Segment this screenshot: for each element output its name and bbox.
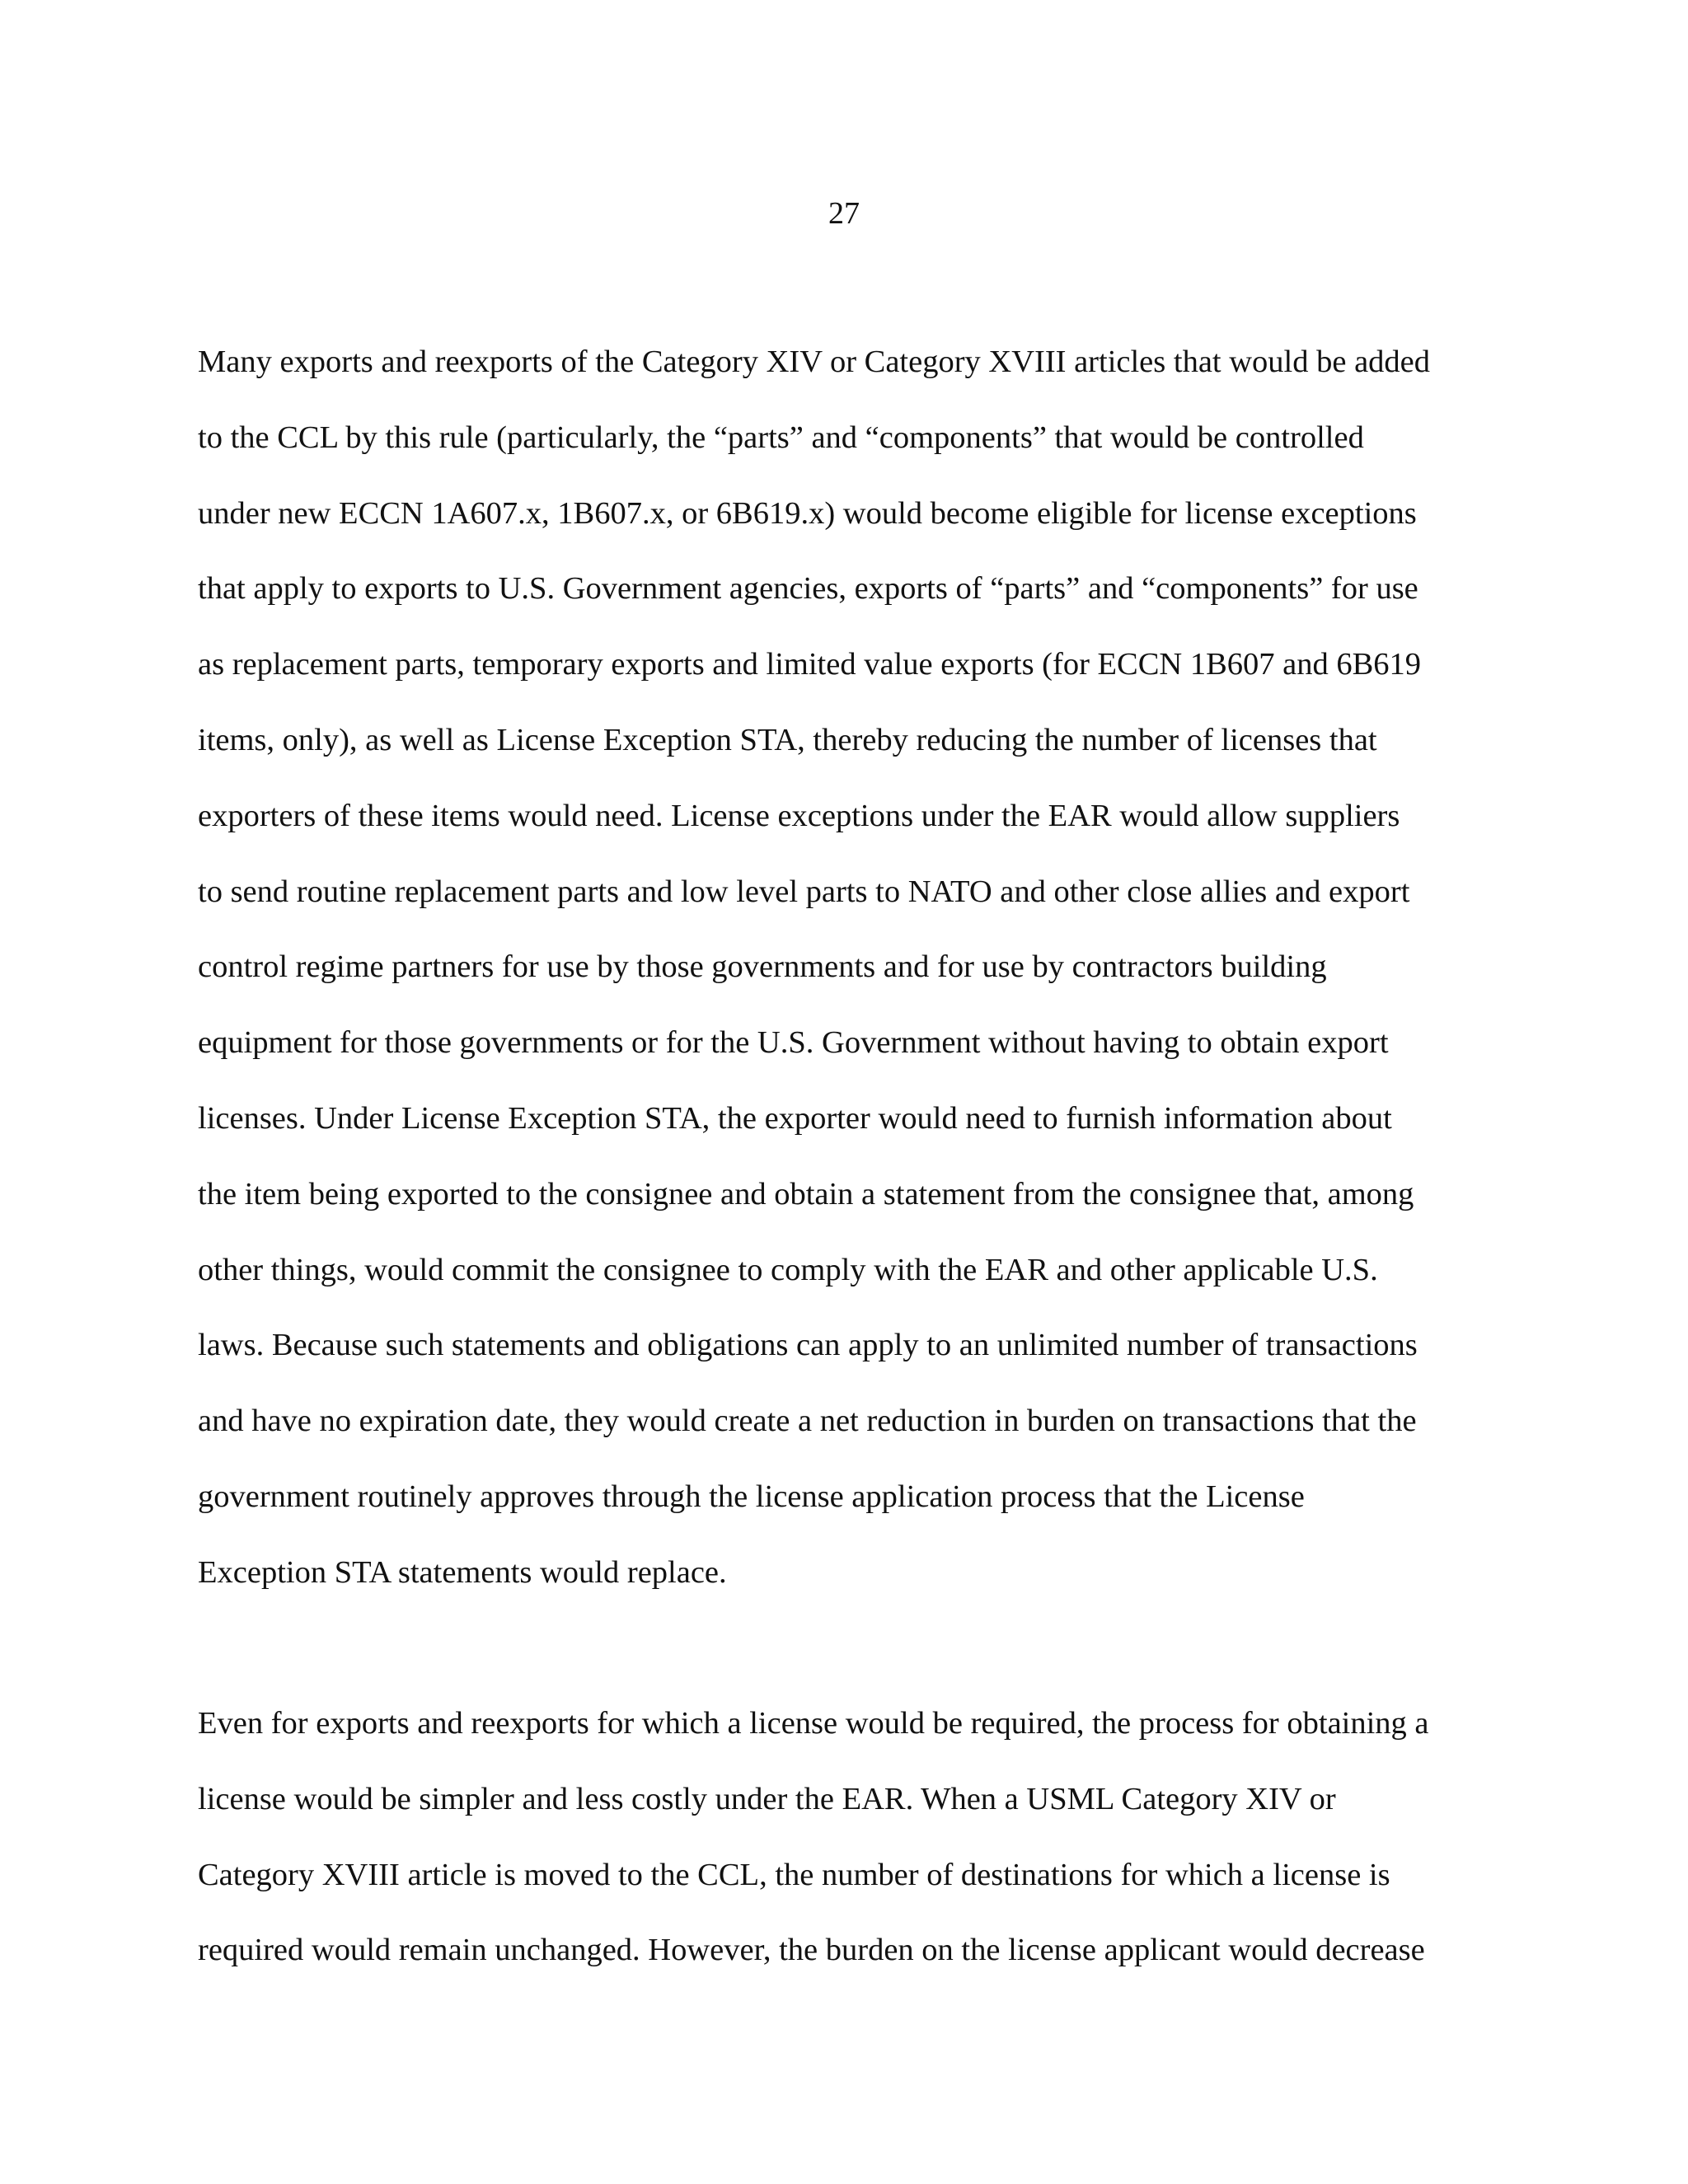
text-line: as replacement parts, temporary exports and limited value exports (for ECCN 1B607 and 6B619 bbox=[198, 647, 1422, 682]
text-line: Many exports and reexports of the Category XIV or Category XVIII articles that would be added bbox=[198, 344, 1430, 379]
text-line: other things, would commit the consignee to comply with the EAR and other applicable U.S. bbox=[198, 1252, 1378, 1287]
text-line: to send routine replacement parts and low level parts to NATO and other close allies and export bbox=[198, 874, 1410, 909]
text-line: and have no expiration date, they would create a net reduction in burden on transactions that the bbox=[198, 1404, 1417, 1439]
text-line: under new ECCN 1A607.x, 1B607.x, or 6B619.x) would become eligible for license exceptions bbox=[198, 495, 1417, 531]
text-line: the item being exported to the consignee and obtain a statement from the consignee that, among bbox=[198, 1176, 1414, 1212]
text-line: that apply to exports to U.S. Government agencies, exports of “parts” and “components” for use bbox=[198, 571, 1418, 607]
paragraph-1 bbox=[198, 342, 1517, 1629]
page-number: 27 bbox=[828, 196, 860, 231]
text-line: Exception STA statements would replace. bbox=[198, 1554, 727, 1590]
text-line: items, only), as well as License Exception STA, thereby reducing the number of licenses that bbox=[198, 722, 1377, 757]
text-line: government routinely approves through the license application process that the License bbox=[198, 1479, 1305, 1514]
text-line: to the CCL by this rule (particularly, the “parts” and “components” that would be controlled bbox=[198, 419, 1364, 455]
text-line: license would be simpler and less costly under the EAR. When a USML Category XIV or bbox=[198, 1781, 1336, 1816]
text-line: licenses. Under License Exception STA, the exporter would need to furnish information about bbox=[198, 1100, 1392, 1136]
paragraph-2 bbox=[198, 1704, 1517, 2006]
text-line: laws. Because such statements and obligations can apply to an unlimited number of transactions bbox=[198, 1328, 1418, 1363]
text-line: Even for exports and reexports for which a license would be required, the process for obtaining a bbox=[198, 1706, 1429, 1741]
text-line: equipment for those governments or for the U.S. Government without having to obtain export bbox=[198, 1025, 1389, 1061]
text-line: control regime partners for use by those governments and for use by contractors building bbox=[198, 949, 1327, 985]
text-line: exporters of these items would need. License exceptions under the EAR would allow suppliers bbox=[198, 798, 1400, 833]
text-line: required would remain unchanged. However, the burden on the license applicant would decrease bbox=[198, 1933, 1425, 1968]
text-line: Category XVIII article is moved to the CCL, the number of destinations for which a license is bbox=[198, 1857, 1390, 1892]
